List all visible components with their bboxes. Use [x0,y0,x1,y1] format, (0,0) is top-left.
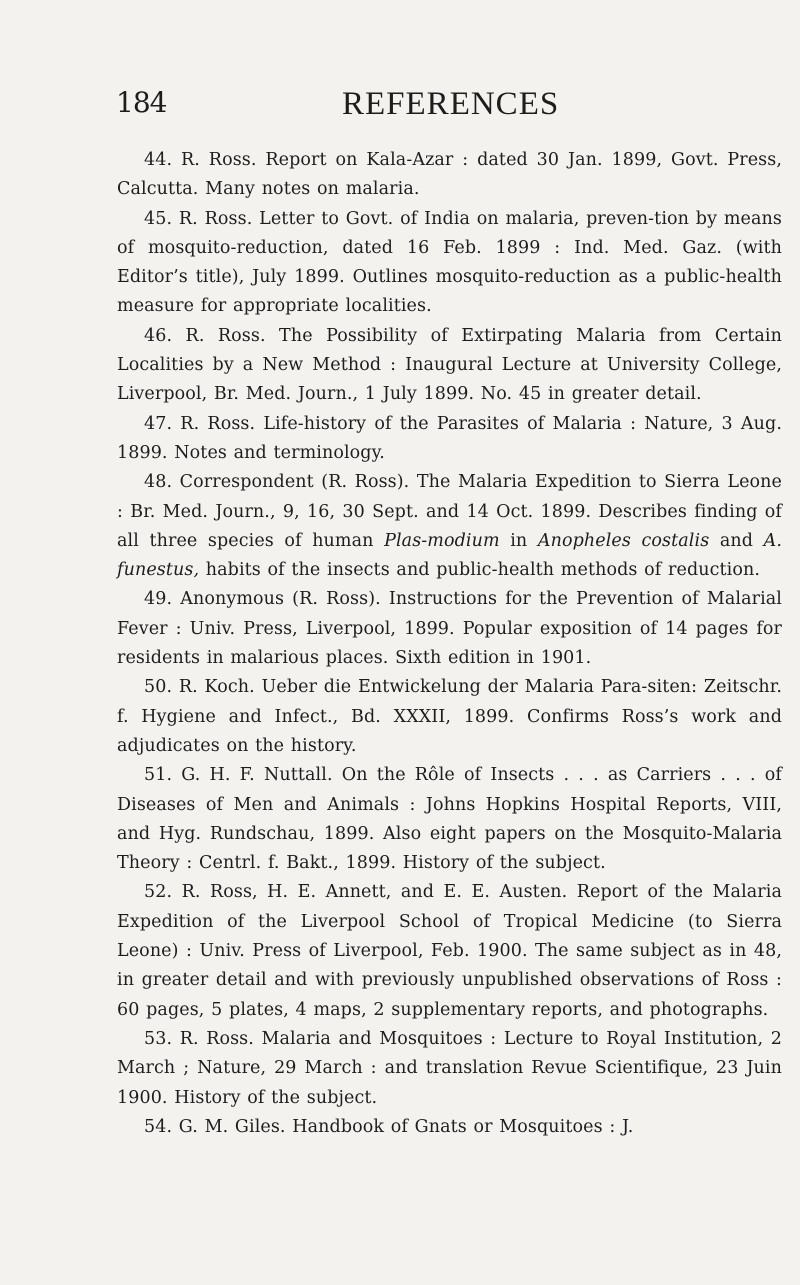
reference-entry: 50. R. Koch. Ueber die Entwickelung der Malaria Para-siten: Zeitschr. f. Hygiene and Infect., Bd. XXXII, 1899. Confirms Ross’s work and adjudicates on the history. [117,677,782,756]
reference-text: and [709,530,764,551]
reference-entry: 44. R. Ross. Report on Kala-Azar : dated 30 Jan. 1899, Govt. Press, Calcutta. Many notes on malaria. [117,150,782,200]
reference-entry: 53. R. Ross. Malaria and Mosquitoes : Lecture to Royal Institution, 2 March ; Nature, 29 March : and translation Revue Scientifique, 23 Juin 1900. History of the subject. [117,1028,782,1108]
reference-entry: 46. R. Ross. The Possibility of Extirpating Malaria from Certain Localities by a New Method : Inaugural Lecture at University College, Liverpool, Br. Med. Journ., 1 July 1899. No. 45 in greater detail. [117,325,782,405]
running-head: REFERENCES [342,86,560,122]
reference-entry: 49. Anonymous (R. Ross). Instructions for the Prevention of Malarial Fever : Univ. Press, Liverpool, 1899. Popular exposition of 14 pages for residents in malarious places. Sixth edition in 1901. [117,589,782,669]
italic-genus-name: Plas-modium [384,530,500,551]
italic-species-name: Anopheles costalis [537,530,710,551]
reference-text: in [499,530,538,551]
reference-entry: 54. G. M. Giles. Handbook of Gnats or Mosquitoes : J. [144,1116,634,1137]
reference-text: 48. Correspondent (R. Ross). The Malaria Expedition to Sierra Leone : Br. Med. Journ., 9, 16, 30 Sept. and 14 Oct. 1899. Describes finding of all three species of human [117,472,782,551]
reference-entry [117,468,782,585]
reference-entry: 45. R. Ross. Letter to Govt. of India on malaria, preven-tion by means of mosquito-reduction, dated 16 Feb. 1899 : Ind. Med. Gaz. (with Editor’s title), July 1899. Outlines mosquito-reduction as a public-health measure for appropriate localities. [117,208,782,317]
italic-species-name: A. funestus, [117,530,782,581]
reference-list [117,146,782,1142]
reference-entry: 52. R. Ross, H. E. Annett, and E. E. Austen. Report of the Malaria Expedition of the Liverpool School of Tropical Medicine (to Sierra Leone) : Univ. Press of Liverpool, Feb. 1900. The same subject as in 48, in greater detail and with previously unpublished observations of Ross : 60 pages, 5 plates, 4 maps, 2 supplementary reports, and photographs. [117,882,782,1020]
reference-entry: 47. R. Ross. Life-history of the Parasites of Malaria : Nature, 3 Aug. 1899. Notes and terminology. [117,413,782,463]
page-header [116,86,800,126]
page-number: 184 [116,86,167,119]
reference-text: habits of the insects and public-health methods of reduction. [199,560,761,581]
reference-entry: 51. G. H. F. Nuttall. On the Rôle of Insects . . . as Carriers . . . of Diseases of Men and Animals : Johns Hopkins Hospital Reports, VIII, and Hyg. Rundschau, 1899. Also eight papers on the Mosquito-Malaria Theory : Centrl. f. Bakt., 1899. History of the subject. [117,765,782,874]
